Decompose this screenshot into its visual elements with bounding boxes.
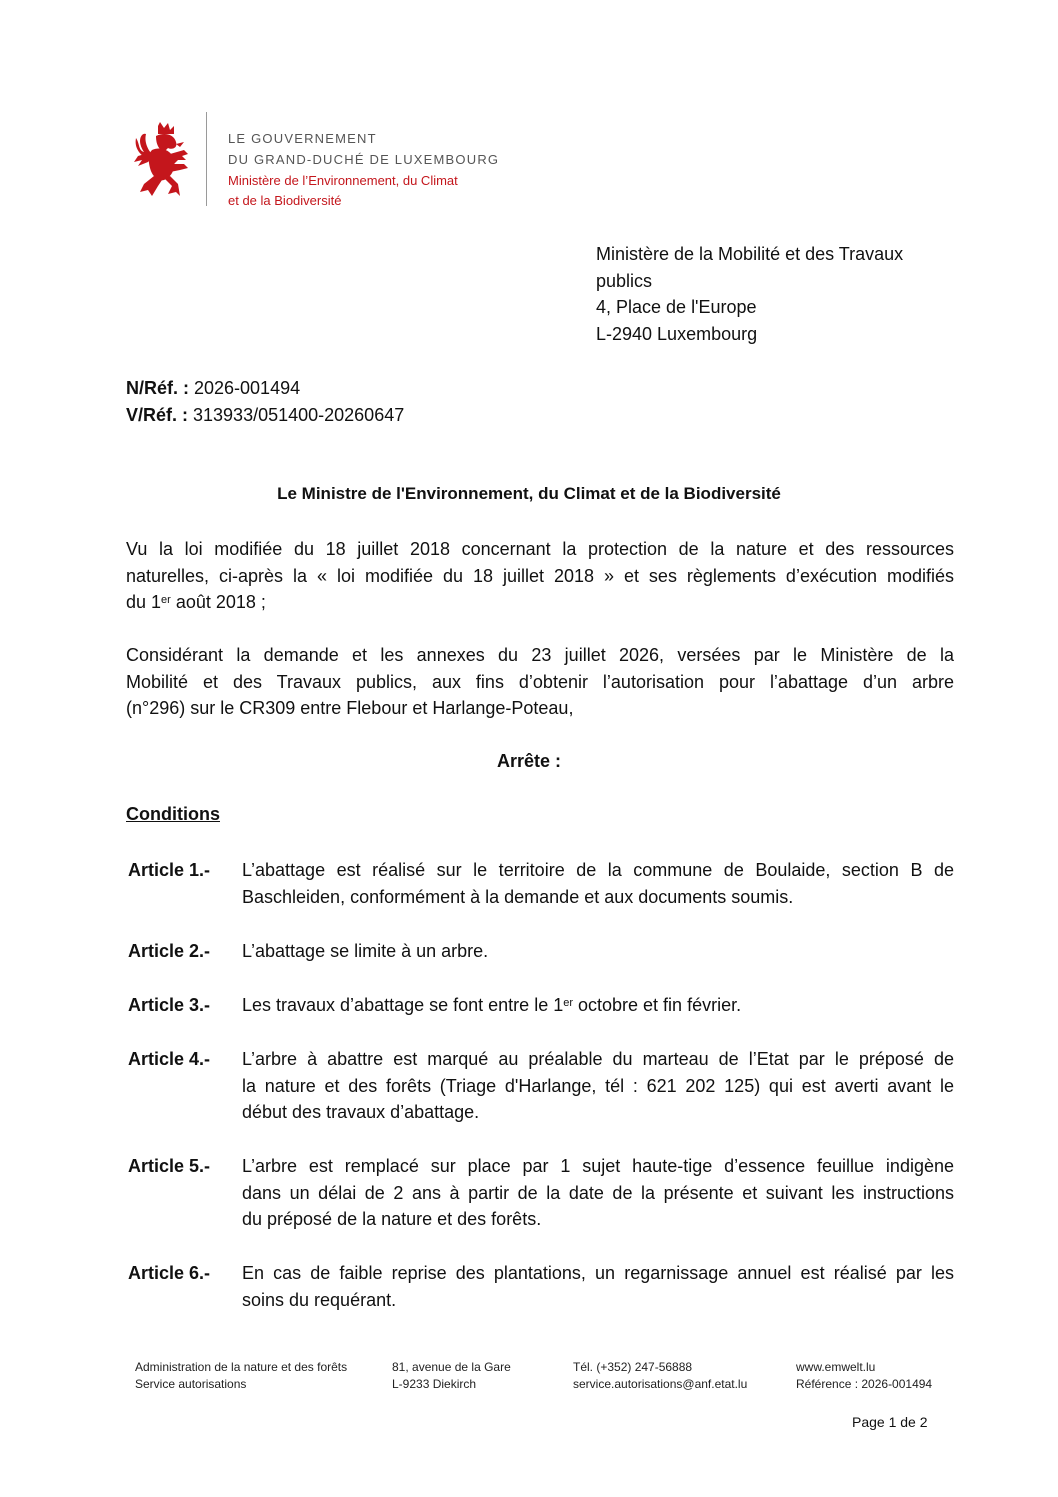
recipient-line-4: L-2940 Luxembourg	[596, 323, 758, 344]
vu-line-3-sup: er	[161, 594, 171, 606]
footer-website	[796, 1359, 932, 1393]
vu-line-2: naturelles, ci-après la « loi modifiée du 18 juillet 2018 » et ses règlements d’exécution modifiés	[126, 565, 954, 586]
article-4-line-1: L’arbre à abattre est marqué au préalable du marteau de l’Etat par le préposé de	[242, 1049, 954, 1069]
arrete-heading: Arrête :	[496, 751, 562, 771]
our-reference-value: 2026-001494	[189, 378, 301, 398]
article-4-label: Article 4.-	[128, 1049, 211, 1069]
considerant-line-3: (n°296) sur le CR309 entre Flebour et Harlange-Poteau,	[126, 698, 574, 718]
article-5-line-3: du préposé de la nature et des forêts.	[242, 1209, 542, 1229]
article-6-label: Article 6.-	[128, 1263, 211, 1283]
ministry-line-2: et de la Biodiversité	[228, 193, 342, 208]
document-title: Le Ministre de l'Environnement, du Climat et de la Biodiversité	[277, 484, 781, 503]
vu-line-1: Vu la loi modifiée du 18 juillet 2018 concernant la protection de la nature et des ressources	[126, 539, 954, 559]
article-2-label: Article 2.-	[128, 941, 211, 961]
article-1-line-2: Baschleiden, conformément à la demande et aux documents soumis.	[242, 886, 794, 907]
footer-col3-line2: service.autorisations@anf.etat.lu	[573, 1377, 748, 1391]
article-6-line-2: soins du requérant.	[242, 1289, 397, 1310]
recipient-line-3: 4, Place de l'Europe	[596, 297, 757, 317]
article-5-text	[242, 1153, 954, 1233]
article-1-text	[242, 857, 954, 910]
vu-paragraph	[126, 536, 954, 616]
our-reference-label: N/Réf. :	[126, 378, 189, 398]
your-reference-label: V/Réf. :	[126, 405, 189, 425]
article-1-line-1: L’abattage est réalisé sur le territoire de la commune de Boulaide, section B de	[242, 860, 954, 880]
conditions-heading: Conditions	[126, 804, 220, 824]
article-3-line-b: octobre et fin février.	[573, 995, 742, 1015]
your-reference	[126, 402, 404, 428]
footer-administration	[135, 1359, 347, 1393]
article-3-line-a: Les travaux d’abattage se font entre le 1	[242, 995, 564, 1015]
footer-address	[392, 1359, 511, 1393]
header-divider	[206, 112, 207, 206]
our-reference	[126, 375, 300, 401]
article-3-label: Article 3.-	[128, 995, 211, 1015]
footer-col1-line2: Service autorisations	[135, 1377, 247, 1391]
article-5-line-2: dans un délai de 2 ans à partir de la date de la présente et suivant les instructions	[242, 1182, 954, 1203]
considerant-line-2: Mobilité et des Travaux publics, aux fins d’obtenir l’autorisation pour l’abattage d’un arbre	[126, 671, 954, 692]
article-6-line-1: En cas de faible reprise des plantations, un regarnissage annuel est réalisé par les	[242, 1263, 954, 1283]
government-line-1: LE GOUVERNEMENT	[228, 131, 377, 146]
footer-col4-line2: Référence : 2026-001494	[796, 1377, 933, 1391]
footer-col2-line1: 81, avenue de la Gare	[392, 1360, 511, 1374]
article-5-label: Article 5.-	[128, 1156, 211, 1176]
article-2-line-1: L’abattage se limite à un arbre.	[242, 941, 489, 961]
ministry-line-1: Ministère de l’Environnement, du Climat	[228, 173, 458, 188]
article-5-line-1: L’arbre est remplacé sur place par 1 sujet haute-tige d’essence feuillue indigène	[242, 1156, 954, 1176]
article-3-sup: er	[563, 997, 573, 1009]
article-4-line-2: la nature et des forêts (Triage d'Harlange, tél : 621 202 125) qui est averti avant le	[242, 1075, 954, 1096]
vu-line-3-a: du 1	[126, 592, 162, 612]
article-4-text	[242, 1046, 954, 1126]
vu-line-3-b: août 2018 ;	[170, 592, 266, 612]
red-lion-coat-of-arms-icon	[130, 120, 194, 198]
article-4-line-3: début des travaux d’abattage.	[242, 1102, 480, 1122]
considerant-line-1: Considérant la demande et les annexes du 23 juillet 2026, versées par le Ministère de la	[126, 645, 954, 665]
footer-col3-line1: Tél. (+352) 247-56888	[573, 1360, 693, 1374]
footer-contact	[573, 1359, 747, 1393]
vu-line-3	[126, 589, 954, 616]
recipient-line-2: publics	[596, 270, 653, 291]
footer-col2-line2: L-9233 Diekirch	[392, 1377, 477, 1391]
recipient-address	[596, 241, 903, 347]
your-reference-value: 313933/051400-20260647	[188, 405, 405, 425]
article-3-line-1	[242, 992, 954, 1019]
page-number: Page 1 de 2	[852, 1414, 928, 1430]
article-1-label: Article 1.-	[128, 860, 211, 880]
government-line-2: DU GRAND-DUCHÉ DE LUXEMBOURG	[228, 152, 500, 167]
recipient-line-1: Ministère de la Mobilité et des Travaux	[596, 244, 904, 264]
article-6-text	[242, 1260, 954, 1313]
considerant-paragraph	[126, 642, 954, 722]
footer-col4-line1: www.emwelt.lu	[796, 1360, 876, 1374]
article-3-text	[242, 992, 954, 1019]
article-2-text	[242, 938, 954, 965]
footer-col1-line1: Administration de la nature et des forêts	[135, 1360, 348, 1374]
